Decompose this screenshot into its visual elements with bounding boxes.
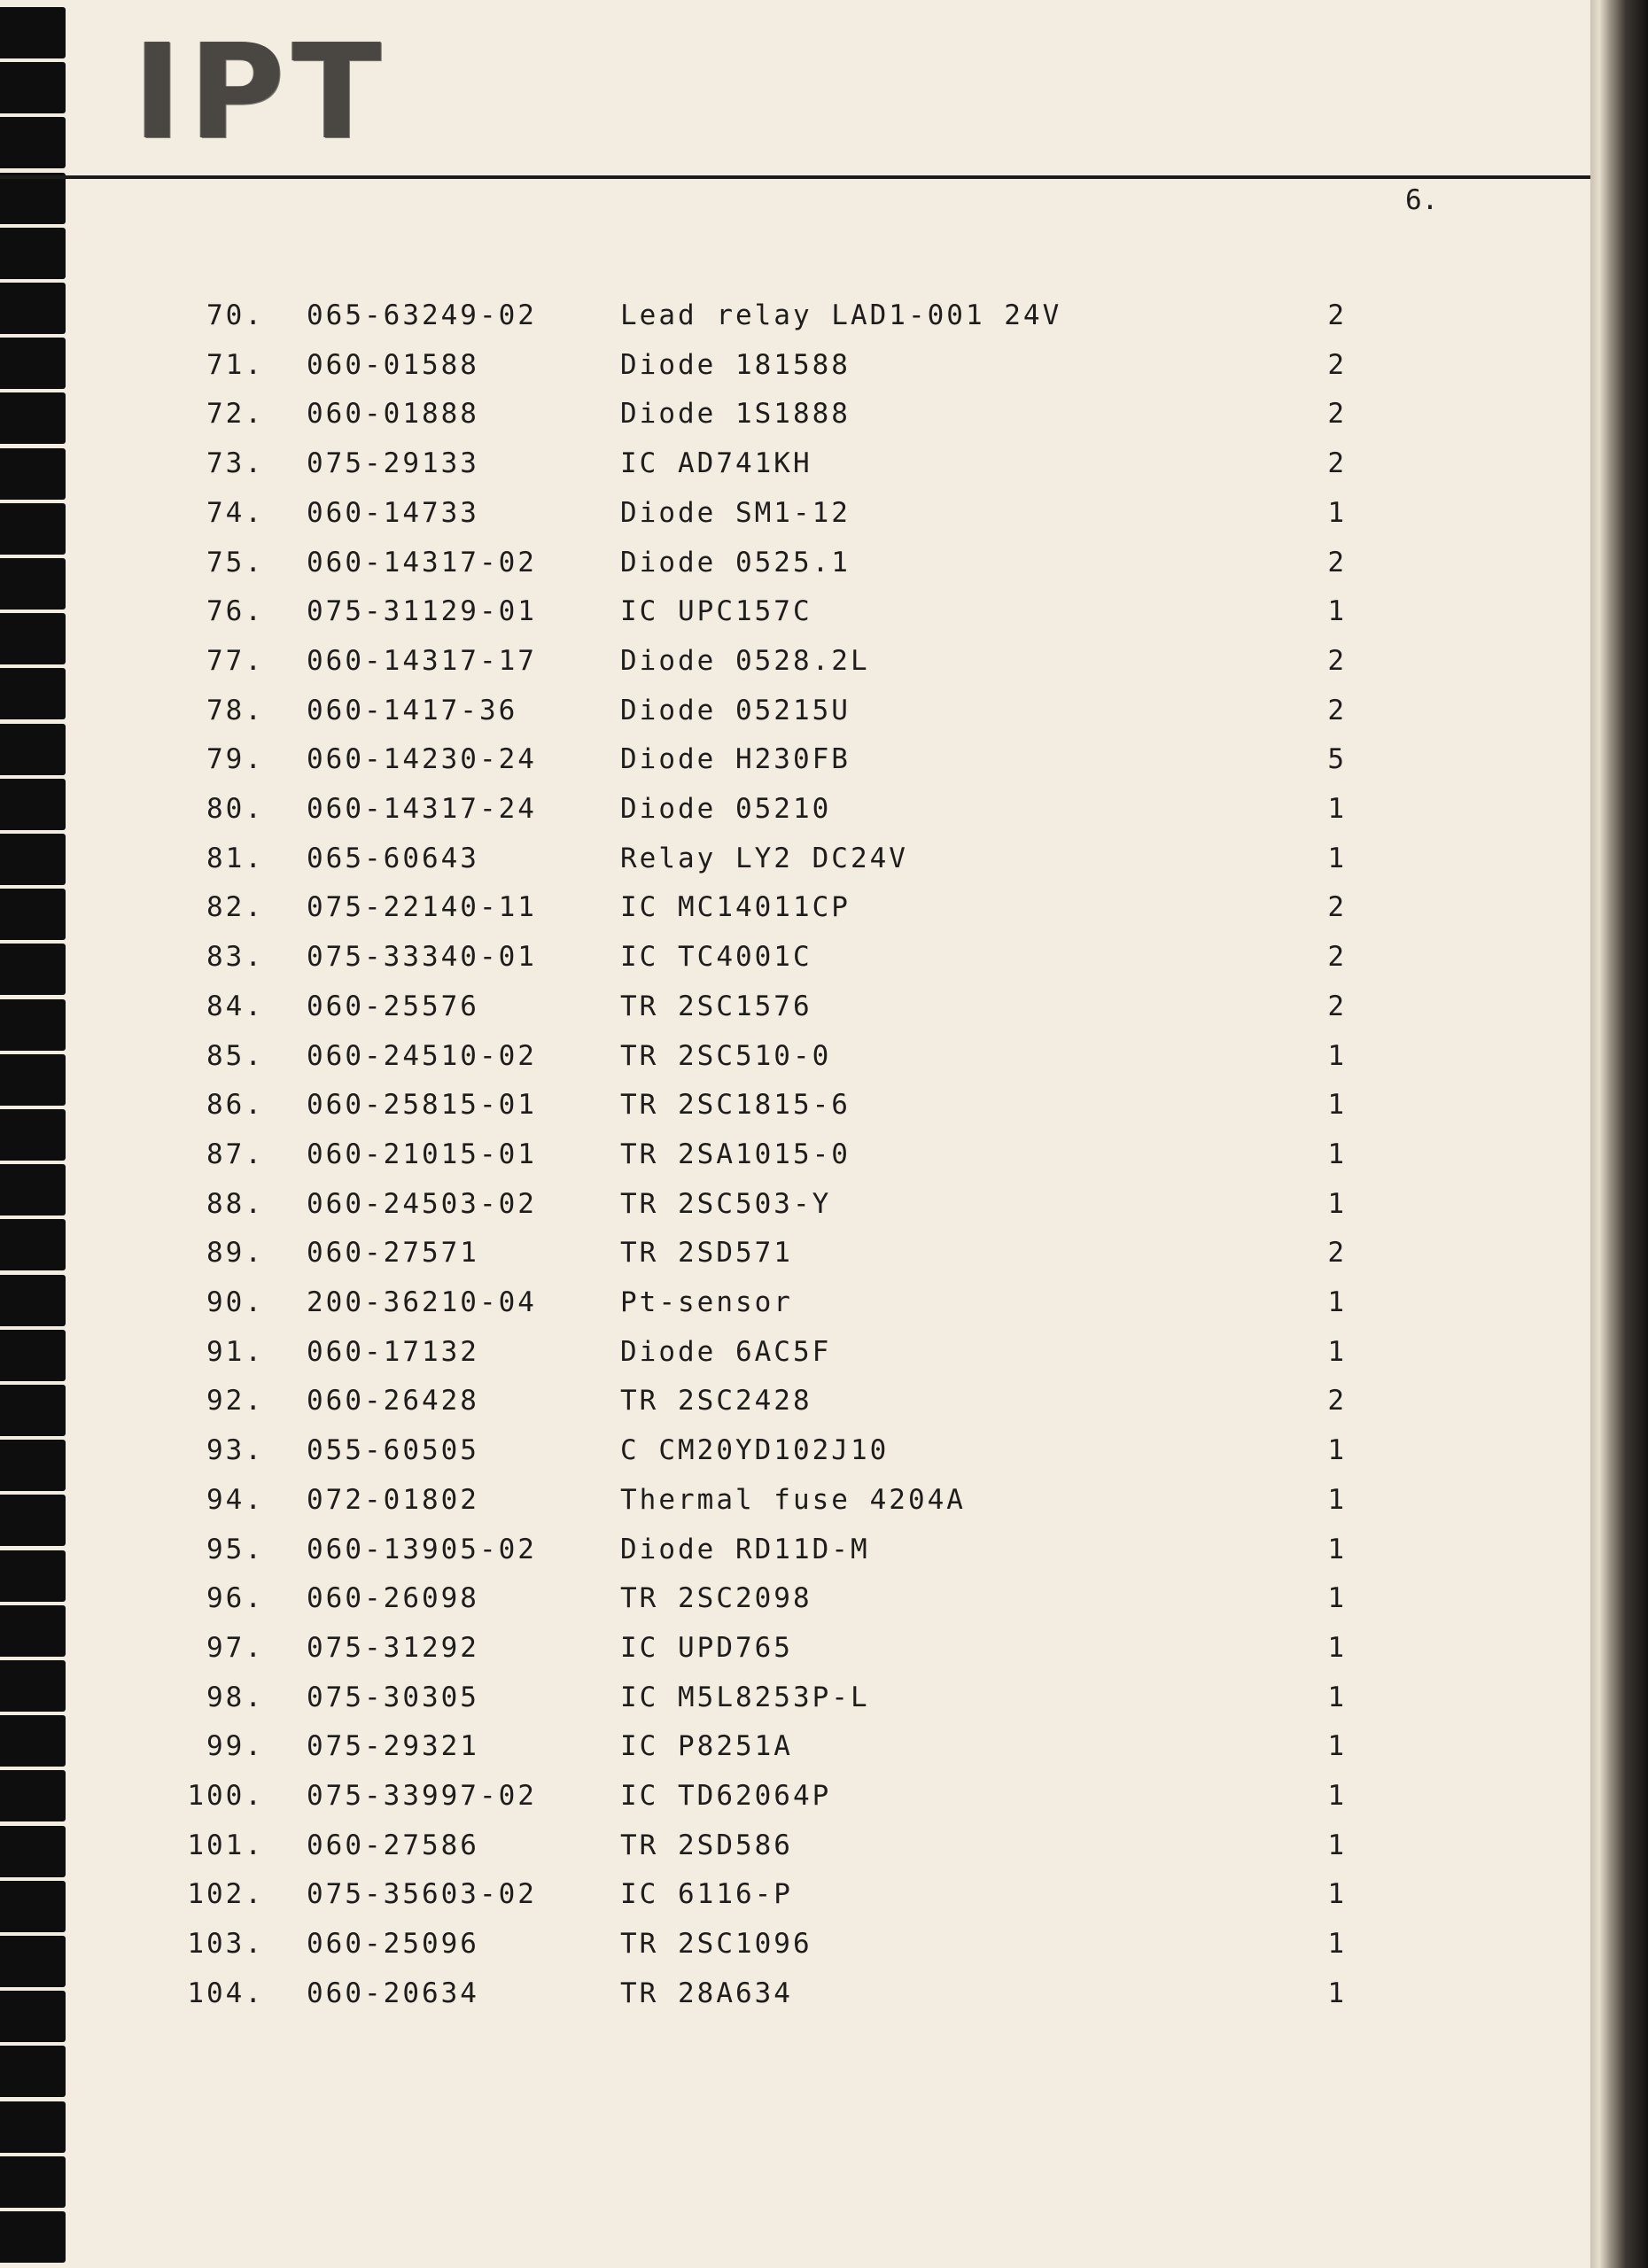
part-number: 060-14317-17 [307, 645, 537, 677]
quantity: 1 [1327, 1632, 1347, 1664]
table-row [0, 1040, 1590, 1090]
table-row [0, 1780, 1590, 1829]
table-row [0, 1829, 1590, 1879]
quantity: 2 [1327, 349, 1347, 381]
item-number: 86. [206, 1089, 264, 1121]
part-description: Thermal fuse 4204A [620, 1484, 966, 1516]
part-number: 060-01588 [307, 349, 479, 381]
page-edge [1590, 0, 1648, 2268]
part-number: 200-36210-04 [307, 1286, 537, 1318]
part-description: Diode SM1-12 [620, 497, 851, 529]
part-number: 060-24503-02 [307, 1188, 537, 1220]
part-number: 060-27586 [307, 1829, 479, 1861]
table-row [0, 990, 1590, 1040]
part-description: IC MC14011CP [620, 891, 851, 923]
part-description: TR 2SD571 [620, 1237, 793, 1269]
part-number: 075-35603-02 [307, 1878, 537, 1910]
quantity: 1 [1327, 1188, 1347, 1220]
quantity: 2 [1327, 299, 1347, 331]
item-number: 74. [206, 497, 264, 529]
item-number: 80. [206, 793, 264, 825]
part-number: 060-14230-24 [307, 743, 537, 775]
item-number: 102. [187, 1878, 264, 1910]
part-description: TR 2SC510-0 [620, 1040, 832, 1072]
part-number: 075-29133 [307, 447, 479, 479]
part-number: 060-25576 [307, 990, 479, 1022]
item-number: 73. [206, 447, 264, 479]
table-row [0, 1582, 1590, 1632]
binding-hole [0, 2156, 66, 2208]
table-row [0, 1434, 1590, 1484]
item-number: 78. [206, 695, 264, 726]
table-row [0, 299, 1590, 349]
item-number: 85. [206, 1040, 264, 1072]
quantity: 1 [1327, 1534, 1347, 1565]
item-number: 93. [206, 1434, 264, 1466]
quantity: 2 [1327, 941, 1347, 973]
part-description: Relay LY2 DC24V [620, 843, 908, 874]
part-number: 075-31292 [307, 1632, 479, 1664]
table-row [0, 891, 1590, 941]
part-number: 060-14317-24 [307, 793, 537, 825]
part-description: Diode 181588 [620, 349, 851, 381]
part-number: 060-14733 [307, 497, 479, 529]
quantity: 2 [1327, 645, 1347, 677]
part-description: TR 2SC1815-6 [620, 1089, 851, 1121]
table-row [0, 645, 1590, 695]
quantity: 1 [1327, 1089, 1347, 1121]
part-description: TR 2SA1015-0 [620, 1138, 851, 1170]
part-description: TR 2SD586 [620, 1829, 793, 1861]
part-description: TR 2SC1576 [620, 990, 812, 1022]
part-number: 065-63249-02 [307, 299, 537, 331]
part-number: 055-60505 [307, 1434, 479, 1466]
item-number: 95. [206, 1534, 264, 1565]
part-description: IC UPC157C [620, 595, 812, 627]
binding-hole [0, 2211, 66, 2263]
item-number: 84. [206, 990, 264, 1022]
table-row [0, 547, 1590, 596]
table-row [0, 1534, 1590, 1583]
company-logo: IPT [133, 16, 389, 168]
quantity: 2 [1327, 447, 1347, 479]
part-number: 060-24510-02 [307, 1040, 537, 1072]
quantity: 5 [1327, 743, 1347, 775]
part-number: 060-14317-02 [307, 547, 537, 579]
part-description: Diode 05215U [620, 695, 851, 726]
part-description: TR 2SC2098 [620, 1582, 812, 1614]
item-number: 71. [206, 349, 264, 381]
header-rule [0, 175, 1590, 179]
part-description: Lead relay LAD1-001 24V [620, 299, 1062, 331]
quantity: 1 [1327, 1928, 1347, 1960]
item-number: 88. [206, 1188, 264, 1220]
item-number: 104. [187, 1977, 264, 2009]
table-row [0, 1286, 1590, 1336]
part-description: TR 2SC1096 [620, 1928, 812, 1960]
part-description: C CM20YD102J10 [620, 1434, 890, 1466]
part-number: 075-33340-01 [307, 941, 537, 973]
table-row [0, 497, 1590, 547]
quantity: 1 [1327, 843, 1347, 874]
item-number: 77. [206, 645, 264, 677]
quantity: 1 [1327, 1484, 1347, 1516]
quantity: 2 [1327, 398, 1347, 430]
table-row [0, 743, 1590, 793]
table-row [0, 1385, 1590, 1434]
quantity: 1 [1327, 1138, 1347, 1170]
quantity: 1 [1327, 1682, 1347, 1713]
table-row [0, 1878, 1590, 1928]
part-description: Diode 1S1888 [620, 398, 851, 430]
table-row [0, 1336, 1590, 1386]
part-number: 060-17132 [307, 1336, 479, 1368]
quantity: 2 [1327, 1237, 1347, 1269]
table-row [0, 1089, 1590, 1138]
table-row [0, 1730, 1590, 1780]
item-number: 98. [206, 1682, 264, 1713]
part-number: 060-13905-02 [307, 1534, 537, 1565]
table-row [0, 595, 1590, 645]
item-number: 96. [206, 1582, 264, 1614]
part-description: IC UPD765 [620, 1632, 793, 1664]
quantity: 2 [1327, 1385, 1347, 1417]
part-description: Pt-sensor [620, 1286, 793, 1318]
binding-hole [0, 7, 66, 58]
item-number: 91. [206, 1336, 264, 1368]
part-number: 075-22140-11 [307, 891, 537, 923]
table-row [0, 349, 1590, 399]
quantity: 1 [1327, 1286, 1347, 1318]
part-description: IC M5L8253P-L [620, 1682, 870, 1713]
part-number: 065-60643 [307, 843, 479, 874]
part-description: Diode RD11D-M [620, 1534, 870, 1565]
part-number: 060-27571 [307, 1237, 479, 1269]
item-number: 87. [206, 1138, 264, 1170]
table-row [0, 1632, 1590, 1682]
item-number: 103. [187, 1928, 264, 1960]
binding-hole [0, 117, 66, 168]
binding-hole [0, 173, 66, 224]
quantity: 1 [1327, 1434, 1347, 1466]
part-number: 075-30305 [307, 1682, 479, 1713]
item-number: 76. [206, 595, 264, 627]
item-number: 83. [206, 941, 264, 973]
quantity: 1 [1327, 1040, 1347, 1072]
table-row [0, 1928, 1590, 1977]
part-description: TR 2SC2428 [620, 1385, 812, 1417]
table-row [0, 1237, 1590, 1286]
part-description: IC TD62064P [620, 1780, 832, 1812]
item-number: 101. [187, 1829, 264, 1861]
item-number: 82. [206, 891, 264, 923]
quantity: 2 [1327, 547, 1347, 579]
item-number: 97. [206, 1632, 264, 1664]
part-number: 060-25815-01 [307, 1089, 537, 1121]
part-description: TR 28A634 [620, 1977, 793, 2009]
table-row [0, 1188, 1590, 1238]
table-row [0, 1682, 1590, 1731]
part-description: Diode H230FB [620, 743, 851, 775]
item-number: 81. [206, 843, 264, 874]
table-row [0, 1484, 1590, 1534]
quantity: 1 [1327, 595, 1347, 627]
part-number: 075-29321 [307, 1730, 479, 1762]
table-row [0, 843, 1590, 892]
item-number: 70. [206, 299, 264, 331]
binding-hole [0, 2101, 66, 2153]
quantity: 1 [1327, 793, 1347, 825]
part-number: 075-33997-02 [307, 1780, 537, 1812]
item-number: 92. [206, 1385, 264, 1417]
table-row [0, 941, 1590, 990]
item-number: 99. [206, 1730, 264, 1762]
part-number: 060-25096 [307, 1928, 479, 1960]
quantity: 2 [1327, 695, 1347, 726]
quantity: 1 [1327, 1582, 1347, 1614]
part-number: 060-01888 [307, 398, 479, 430]
part-number: 075-31129-01 [307, 595, 537, 627]
binding-hole [0, 62, 66, 113]
item-number: 75. [206, 547, 264, 579]
item-number: 89. [206, 1237, 264, 1269]
part-description: IC P8251A [620, 1730, 793, 1762]
binding-hole [0, 2046, 66, 2097]
quantity: 2 [1327, 990, 1347, 1022]
quantity: 2 [1327, 891, 1347, 923]
quantity: 1 [1327, 1878, 1347, 1910]
part-description: TR 2SC503-Y [620, 1188, 832, 1220]
part-number: 072-01802 [307, 1484, 479, 1516]
table-row [0, 398, 1590, 447]
table-row [0, 1138, 1590, 1188]
table-row [0, 695, 1590, 744]
quantity: 1 [1327, 1977, 1347, 2009]
table-row [0, 1977, 1590, 2027]
part-description: Diode 0528.2L [620, 645, 870, 677]
part-description: IC AD741KH [620, 447, 812, 479]
item-number: 100. [187, 1780, 264, 1812]
part-number: 060-1417-36 [307, 695, 518, 726]
part-number: 060-26098 [307, 1582, 479, 1614]
table-row [0, 447, 1590, 497]
quantity: 1 [1327, 1780, 1347, 1812]
quantity: 1 [1327, 497, 1347, 529]
part-description: IC 6116-P [620, 1878, 793, 1910]
item-number: 90. [206, 1286, 264, 1318]
item-number: 94. [206, 1484, 264, 1516]
page-number: 6. [1405, 184, 1439, 216]
part-description: Diode 05210 [620, 793, 832, 825]
quantity: 1 [1327, 1730, 1347, 1762]
part-number: 060-20634 [307, 1977, 479, 2009]
quantity: 1 [1327, 1829, 1347, 1861]
item-number: 79. [206, 743, 264, 775]
part-description: Diode 6AC5F [620, 1336, 832, 1368]
part-description: Diode 0525.1 [620, 547, 851, 579]
table-row [0, 793, 1590, 843]
part-number: 060-21015-01 [307, 1138, 537, 1170]
item-number: 72. [206, 398, 264, 430]
part-number: 060-26428 [307, 1385, 479, 1417]
binding-hole [0, 228, 66, 279]
quantity: 1 [1327, 1336, 1347, 1368]
part-description: IC TC4001C [620, 941, 812, 973]
